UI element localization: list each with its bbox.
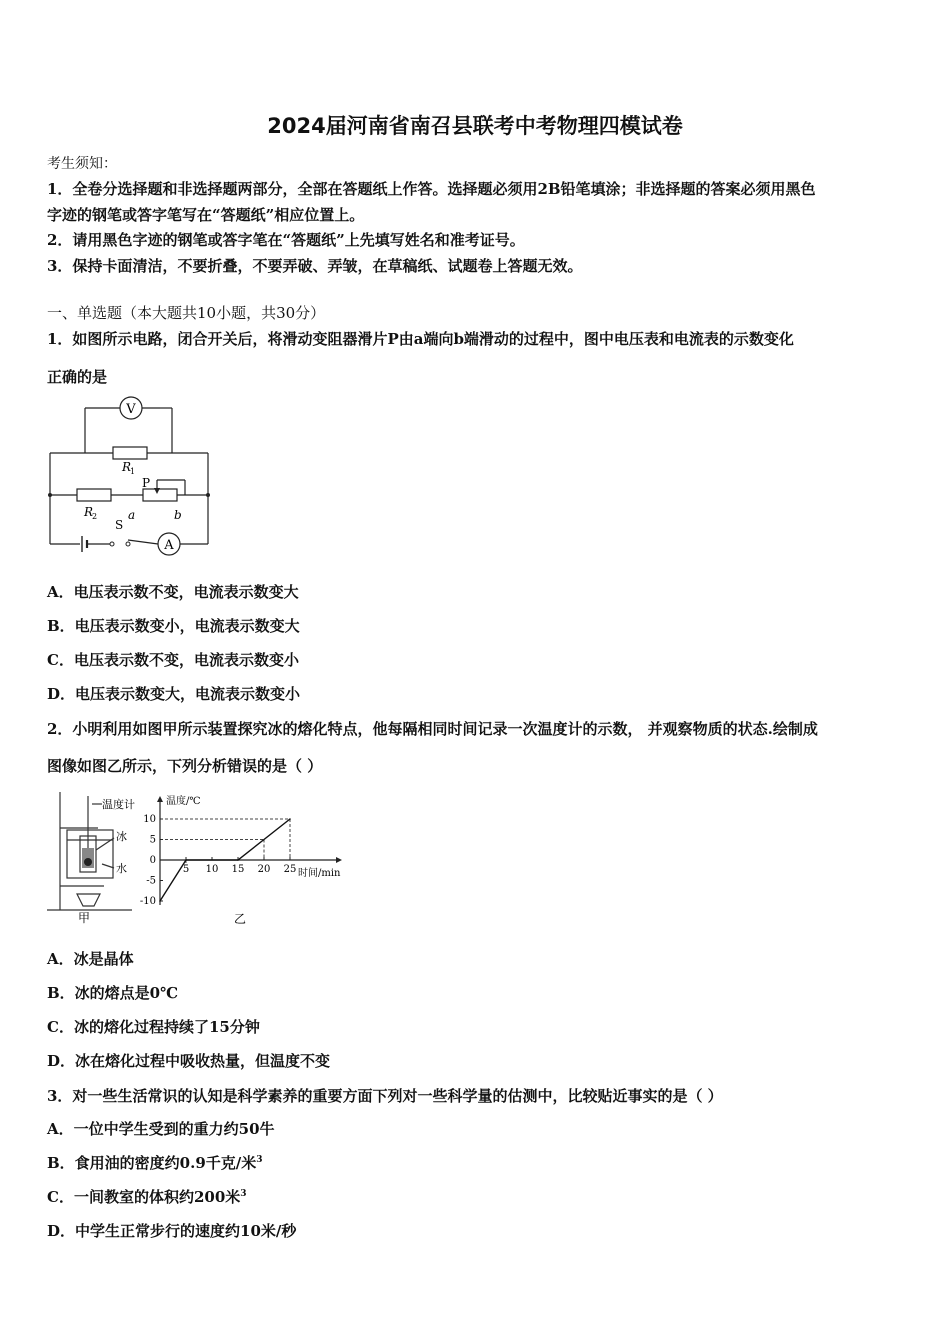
switch-contact-right <box>126 542 130 546</box>
q2-stem-line1: 2．小明利用如图甲所示装置探究冰的熔化特点，他每隔相同时间记录一次温度计的示数， 并观察物质的状态.绘制成 <box>47 720 818 738</box>
q3-option-c-sup: 3 <box>240 1189 247 1199</box>
q3-option-b[interactable] <box>47 1152 263 1173</box>
data-point <box>289 818 291 820</box>
q3-option-a[interactable] <box>47 1118 275 1139</box>
switch-contact-left <box>110 542 114 546</box>
thermometer-label: 温度计 <box>102 798 135 811</box>
x-tick-label: 25 <box>283 864 297 875</box>
x-tick-label: 20 <box>257 864 271 875</box>
q1-stem-line1: 1．如图所示电路，闭合开关后，将滑动变阻器滑片P由a端向b端滑动的过程中，图中电压表和电流表的示数变化 <box>47 330 794 348</box>
q3-option-c[interactable] <box>47 1186 247 1207</box>
q1-option-a[interactable]: A．电压表示数不变，电流表示数变大 <box>47 583 299 601</box>
q2-melting-chart <box>140 790 355 932</box>
x-tick-label: 10 <box>205 864 219 875</box>
q1-circuit-figure <box>40 392 220 562</box>
resistor-r2 <box>77 489 111 501</box>
q3-option-d-text: D．中学生正常步行的速度约10米/秒 <box>47 1222 297 1240</box>
q2-apparatus-figure <box>42 788 147 926</box>
voltmeter-label: V <box>126 402 136 417</box>
y-tick-label: 5 <box>149 834 156 846</box>
q2-option-a[interactable]: A．冰是晶体 <box>47 950 134 968</box>
q1-stem-line2: 正确的是 <box>47 368 108 386</box>
resistor-r1 <box>113 447 147 459</box>
water-label: 水 <box>116 862 127 875</box>
q2-option-b[interactable]: B．冰的熔点是0℃ <box>47 984 179 1002</box>
x-tick-label: 5 <box>182 864 190 875</box>
end-a-label: a <box>128 508 136 522</box>
y-tick-label: -10 <box>140 896 156 907</box>
r1-subscript: 1 <box>130 467 136 476</box>
q3-option-a-text: A．一位中学生受到的重力约50牛 <box>47 1120 275 1138</box>
slider-p-label: P <box>142 476 151 490</box>
q2-option-d[interactable]: D．冰在熔化过程中吸收热量，但温度不变 <box>47 1052 331 1070</box>
chart-ylabel: 温度/℃ <box>166 796 201 807</box>
q1-option-c[interactable]: C．电压表示数不变，电流表示数变小 <box>47 651 299 669</box>
r2-subscript: 2 <box>92 512 98 521</box>
data-point <box>159 900 161 902</box>
ice-label: 冰 <box>116 830 127 843</box>
notice-line-4: 3．保持卡面清洁，不要折叠，不要弄破、弄皱，在草稿纸、试题卷上答题无效。 <box>47 257 583 275</box>
q3-option-b-text: B．食用油的密度约0.9千克/米 <box>47 1154 257 1172</box>
chart-xlabel: 时间/min <box>298 868 341 879</box>
x-tick-label: 15 <box>231 864 245 875</box>
notice-heading: 考生须知： <box>47 156 117 172</box>
data-point <box>185 859 187 861</box>
rheostat <box>143 489 177 501</box>
figure-jia-label: 甲 <box>78 911 91 925</box>
section-heading: 一、单选题（本大题共10小题，共30分） <box>47 304 326 322</box>
y-tick-label: 10 <box>143 814 156 825</box>
ammeter-label: A <box>164 538 174 553</box>
q2-option-c[interactable]: C．冰的熔化过程持续了15分钟 <box>47 1018 260 1036</box>
y-tick-label: -5 <box>146 875 156 887</box>
q3-stem: 3．对一些生活常识的认知是科学素养的重要方面下列对一些科学量的估测中，比较贴近事实的是（ ） <box>47 1087 723 1105</box>
notice-line-1: 1．全卷分选择题和非选择题两部分，全部在答题纸上作答。选择题必须用2B铅笔填涂；非选择题的答案必须用黑色 <box>47 180 816 198</box>
r1-label: R <box>122 460 132 474</box>
q1-option-d[interactable]: D．电压表示数变大，电流表示数变小 <box>47 685 301 703</box>
data-point <box>237 859 239 861</box>
q3-option-d[interactable] <box>47 1220 296 1241</box>
page-title: 2024届河南省南召县联考中考物理四模试卷 <box>267 114 683 138</box>
q1-option-b[interactable]: B．电压表示数变小，电流表示数变大 <box>47 617 300 635</box>
r2-label: R <box>84 505 94 519</box>
q2-stem-line2: 图像如图乙所示，下列分析错误的是（ ） <box>47 757 323 775</box>
q3-option-c-text: C．一间教室的体积约200米 <box>47 1188 241 1206</box>
q3-option-b-sup: 3 <box>256 1155 263 1165</box>
notice-line-2: 字迹的钢笔或答字笔写在“答题纸”相应位置上。 <box>47 206 365 224</box>
notice-line-3: 2．请用黑色字迹的钢笔或答字笔在“答题纸”上先填写姓名和准考证号。 <box>47 231 525 249</box>
y-tick-label: 0 <box>149 855 156 866</box>
burner <box>77 894 100 906</box>
end-b-label: b <box>174 508 182 522</box>
figure-yi-label: 乙 <box>234 912 247 926</box>
switch-s-label: S <box>115 518 124 532</box>
